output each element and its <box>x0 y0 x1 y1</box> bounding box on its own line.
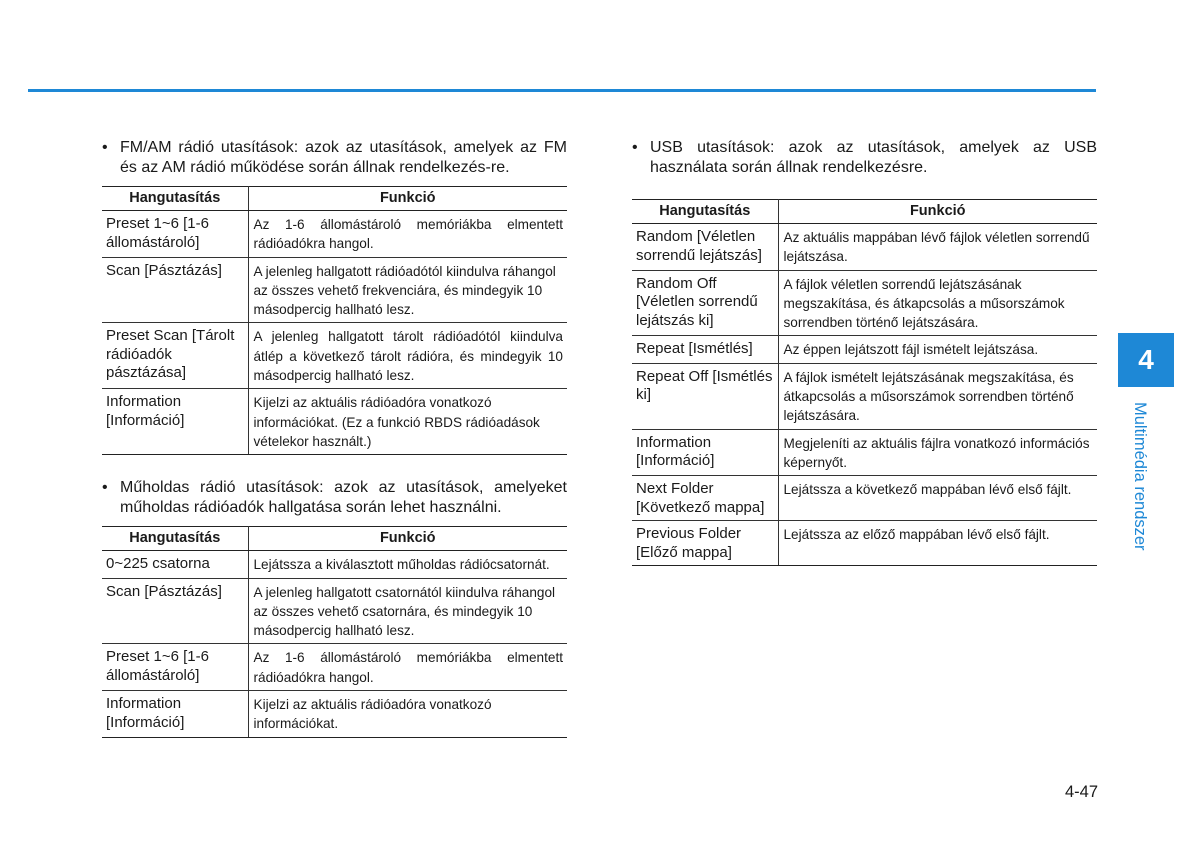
function-cell: Az 1-6 állomástároló memóriákba elmentett rádióadókra hangol. <box>248 211 567 258</box>
function-cell: A jelenleg hallgatott csatornától kiindulva ráhangol az összes vehető csatornára, és mindegyik 10 másodpercig hallható lesz. <box>248 578 567 644</box>
function-cell: Lejátssza a következő mappában lévő első fájlt. <box>778 476 1097 521</box>
command-cell: Random [Véletlen sorrendű lejátszás] <box>632 224 778 271</box>
command-cell: Information [Információ] <box>632 429 778 476</box>
function-cell: Az aktuális mappában lévő fájlok véletlen sorrendű lejátszása. <box>778 224 1097 271</box>
bullet-dot: • <box>632 139 638 156</box>
command-cell: Preset Scan [Tárolt rádióadók pásztázása] <box>102 323 248 389</box>
table-header-row <box>632 200 1097 224</box>
table-row <box>102 257 567 323</box>
function-cell: A jelenleg hallgatott tárolt rádióadótól kiindulva átlép a következő tárolt rádióra, és mindegyik 10 másodpercig hallható lesz. <box>248 323 567 389</box>
table-row <box>632 363 1097 429</box>
header-command: Hangutasítás <box>102 187 248 211</box>
command-cell: Scan [Pásztázás] <box>102 578 248 644</box>
header-function: Funkció <box>778 200 1097 224</box>
table-row <box>102 389 567 455</box>
fm-am-intro <box>102 138 567 177</box>
function-cell: Az 1-6 állomástároló memóriákba elmentett rádióadókra hangol. <box>248 644 567 691</box>
usb-command-table <box>632 199 1097 566</box>
header-command: Hangutasítás <box>632 200 778 224</box>
table-row <box>102 578 567 644</box>
table-row <box>632 224 1097 271</box>
function-cell: Lejátssza a kiválasztott műholdas rádiócsatornát. <box>248 551 567 578</box>
command-cell: Scan [Pásztázás] <box>102 257 248 323</box>
function-cell: Lejátssza az előző mappában lévő első fájlt. <box>778 521 1097 566</box>
function-cell: Kijelzi az aktuális rádióadóra vonatkozó információkat. (Ez a funkció RBDS rádióadások vételekor használt.) <box>248 389 567 455</box>
command-cell: Random Off [Véletlen sorrendű lejátszás ki] <box>632 270 778 336</box>
command-cell: Preset 1~6 [1-6 állomástároló] <box>102 644 248 691</box>
function-cell: A fájlok véletlen sorrendű lejátszásának megszakítása, és átkapcsolás a műsorszámok sorrendben történő lejátszására. <box>778 270 1097 336</box>
usb-intro-text: USB utasítások: azok az utasítások, amelyek az USB használata során állnak rendelkezésre. <box>650 139 1097 176</box>
satellite-intro <box>102 478 567 517</box>
command-cell: Repeat [Ismétlés] <box>632 336 778 363</box>
usb-intro <box>632 138 1097 177</box>
header-rule <box>28 89 1096 92</box>
right-column <box>632 138 1097 566</box>
command-cell: Information [Információ] <box>102 691 248 738</box>
table-row <box>632 521 1097 566</box>
command-cell: Preset 1~6 [1-6 állomástároló] <box>102 211 248 258</box>
page-number: 4-47 <box>1064 783 1098 801</box>
table-header-row <box>102 187 567 211</box>
left-column <box>102 138 567 738</box>
satellite-command-table <box>102 526 567 737</box>
fm-am-command-table <box>102 186 567 455</box>
table-row <box>102 551 567 578</box>
function-cell: Kijelzi az aktuális rádióadóra vonatkozó információkat. <box>248 691 567 738</box>
command-cell: Repeat Off [Ismétlés ki] <box>632 363 778 429</box>
bullet-dot: • <box>102 139 108 156</box>
table-row <box>102 323 567 389</box>
command-cell: 0~225 csatorna <box>102 551 248 578</box>
header-command: Hangutasítás <box>102 527 248 551</box>
chapter-title: Multimédia rendszer <box>1131 402 1149 551</box>
table-row <box>102 644 567 691</box>
fm-am-intro-text: FM/AM rádió utasítások: azok az utasítások, amelyek az FM és az AM rádió működése során állnak rendelkezés-re. <box>120 139 567 176</box>
header-function: Funkció <box>248 527 567 551</box>
function-cell: A jelenleg hallgatott rádióadótól kiindulva ráhangol az összes vehető frekvenciára, és mindegyik 10 másodpercig hallható lesz. <box>248 257 567 323</box>
satellite-intro-text: Műholdas rádió utasítások: azok az utasítások, amelyeket műholdas rádióadók hallgatása során lehet használni. <box>120 479 567 516</box>
command-cell: Previous Folder [Előző mappa] <box>632 521 778 566</box>
table-row <box>632 476 1097 521</box>
table-row <box>102 691 567 738</box>
function-cell: A fájlok ismételt lejátszásának megszakítása, és átkapcsolás a műsorszámok sorrendben történő lejátszására. <box>778 363 1097 429</box>
chapter-tab: 4 <box>1118 333 1174 387</box>
table-row <box>632 270 1097 336</box>
command-cell: Next Folder [Következő mappa] <box>632 476 778 521</box>
table-header-row <box>102 527 567 551</box>
table-row <box>632 336 1097 363</box>
bullet-dot: • <box>102 479 108 497</box>
table-row <box>102 211 567 258</box>
command-cell: Information [Információ] <box>102 389 248 455</box>
header-function: Funkció <box>248 187 567 211</box>
function-cell: Megjeleníti az aktuális fájlra vonatkozó információs képernyőt. <box>778 429 1097 476</box>
table-row <box>632 429 1097 476</box>
function-cell: Az éppen lejátszott fájl ismételt lejátszása. <box>778 336 1097 363</box>
